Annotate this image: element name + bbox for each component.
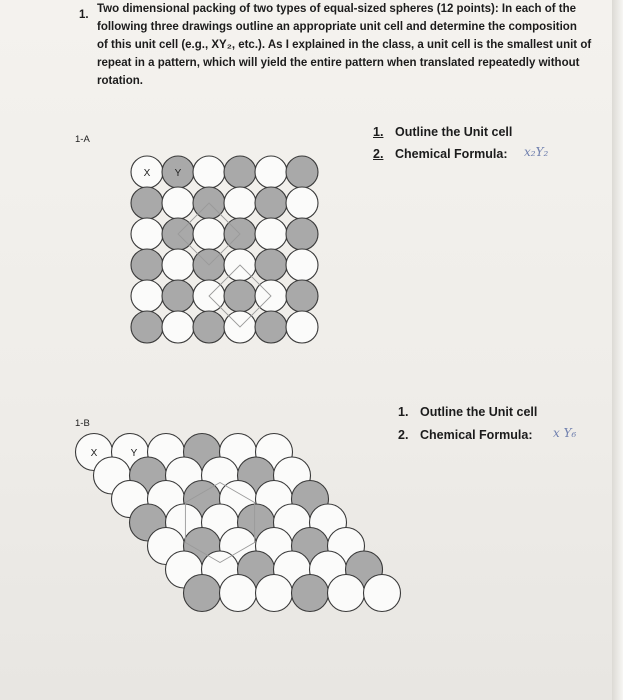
part-b-label: 1-B — [75, 418, 90, 429]
sphere-y-label: Y — [174, 168, 182, 179]
gray-sphere — [286, 280, 318, 312]
question-line: Two dimensional packing of two types of equal-sized spheres (12 points): In each of the — [97, 3, 577, 15]
part-a-label: 1-A — [75, 134, 90, 145]
gray-sphere — [224, 156, 256, 188]
sphere-x-label: X — [143, 168, 151, 179]
white-sphere — [220, 575, 257, 612]
question-line: rotation. — [97, 75, 143, 87]
sphere-y-label: Y — [130, 448, 138, 459]
gray-sphere — [131, 187, 163, 219]
white-sphere — [224, 187, 256, 219]
item-text: Chemical Formula: — [420, 428, 533, 442]
item-text: Chemical Formula: — [395, 147, 508, 161]
white-sphere — [328, 575, 365, 612]
gray-sphere — [255, 249, 287, 281]
hexagonal-packing-1b — [76, 434, 401, 612]
white-sphere — [162, 249, 194, 281]
white-sphere — [256, 575, 293, 612]
gray-sphere — [286, 218, 318, 250]
square-packing-1a — [131, 156, 318, 343]
white-sphere — [193, 218, 225, 250]
white-sphere — [162, 187, 194, 219]
white-sphere — [193, 156, 225, 188]
gray-sphere — [292, 575, 329, 612]
gray-sphere — [162, 280, 194, 312]
question-number: 1. — [79, 9, 89, 21]
white-sphere — [255, 218, 287, 250]
gray-sphere — [255, 187, 287, 219]
item-number: 2. — [373, 147, 384, 161]
sphere-x-label: X — [90, 448, 98, 459]
gray-sphere — [184, 575, 221, 612]
gray-sphere — [131, 311, 163, 343]
white-sphere — [286, 311, 318, 343]
gray-sphere — [286, 156, 318, 188]
question-line: following three drawings outline an appropriate unit cell and determine the composition — [97, 21, 577, 33]
gray-sphere — [193, 311, 225, 343]
gray-sphere — [131, 249, 163, 281]
white-sphere — [364, 575, 401, 612]
item-number: 2. — [398, 428, 409, 442]
gray-sphere — [255, 311, 287, 343]
item-number: 1. — [373, 125, 384, 139]
item-number: 1. — [398, 405, 409, 419]
white-sphere — [162, 311, 194, 343]
white-sphere — [286, 187, 318, 219]
question-line: of this unit cell (e.g., XY₂, etc.). As I explained in the class, a unit cell is the smallest unit of — [97, 39, 592, 51]
question-line: repeat in a pattern, which will yield the entire pattern when translated repeatedly without — [97, 57, 580, 69]
white-sphere — [255, 156, 287, 188]
item-text: Outline the Unit cell — [395, 125, 513, 139]
white-sphere — [131, 218, 163, 250]
part-b-handwritten-answer: x Y₆ — [553, 426, 577, 440]
white-sphere — [286, 249, 318, 281]
part-a-handwritten-answer: x₂Y₂ — [524, 145, 549, 159]
item-text: Outline the Unit cell — [420, 405, 538, 419]
white-sphere — [131, 280, 163, 312]
gray-sphere — [224, 280, 256, 312]
